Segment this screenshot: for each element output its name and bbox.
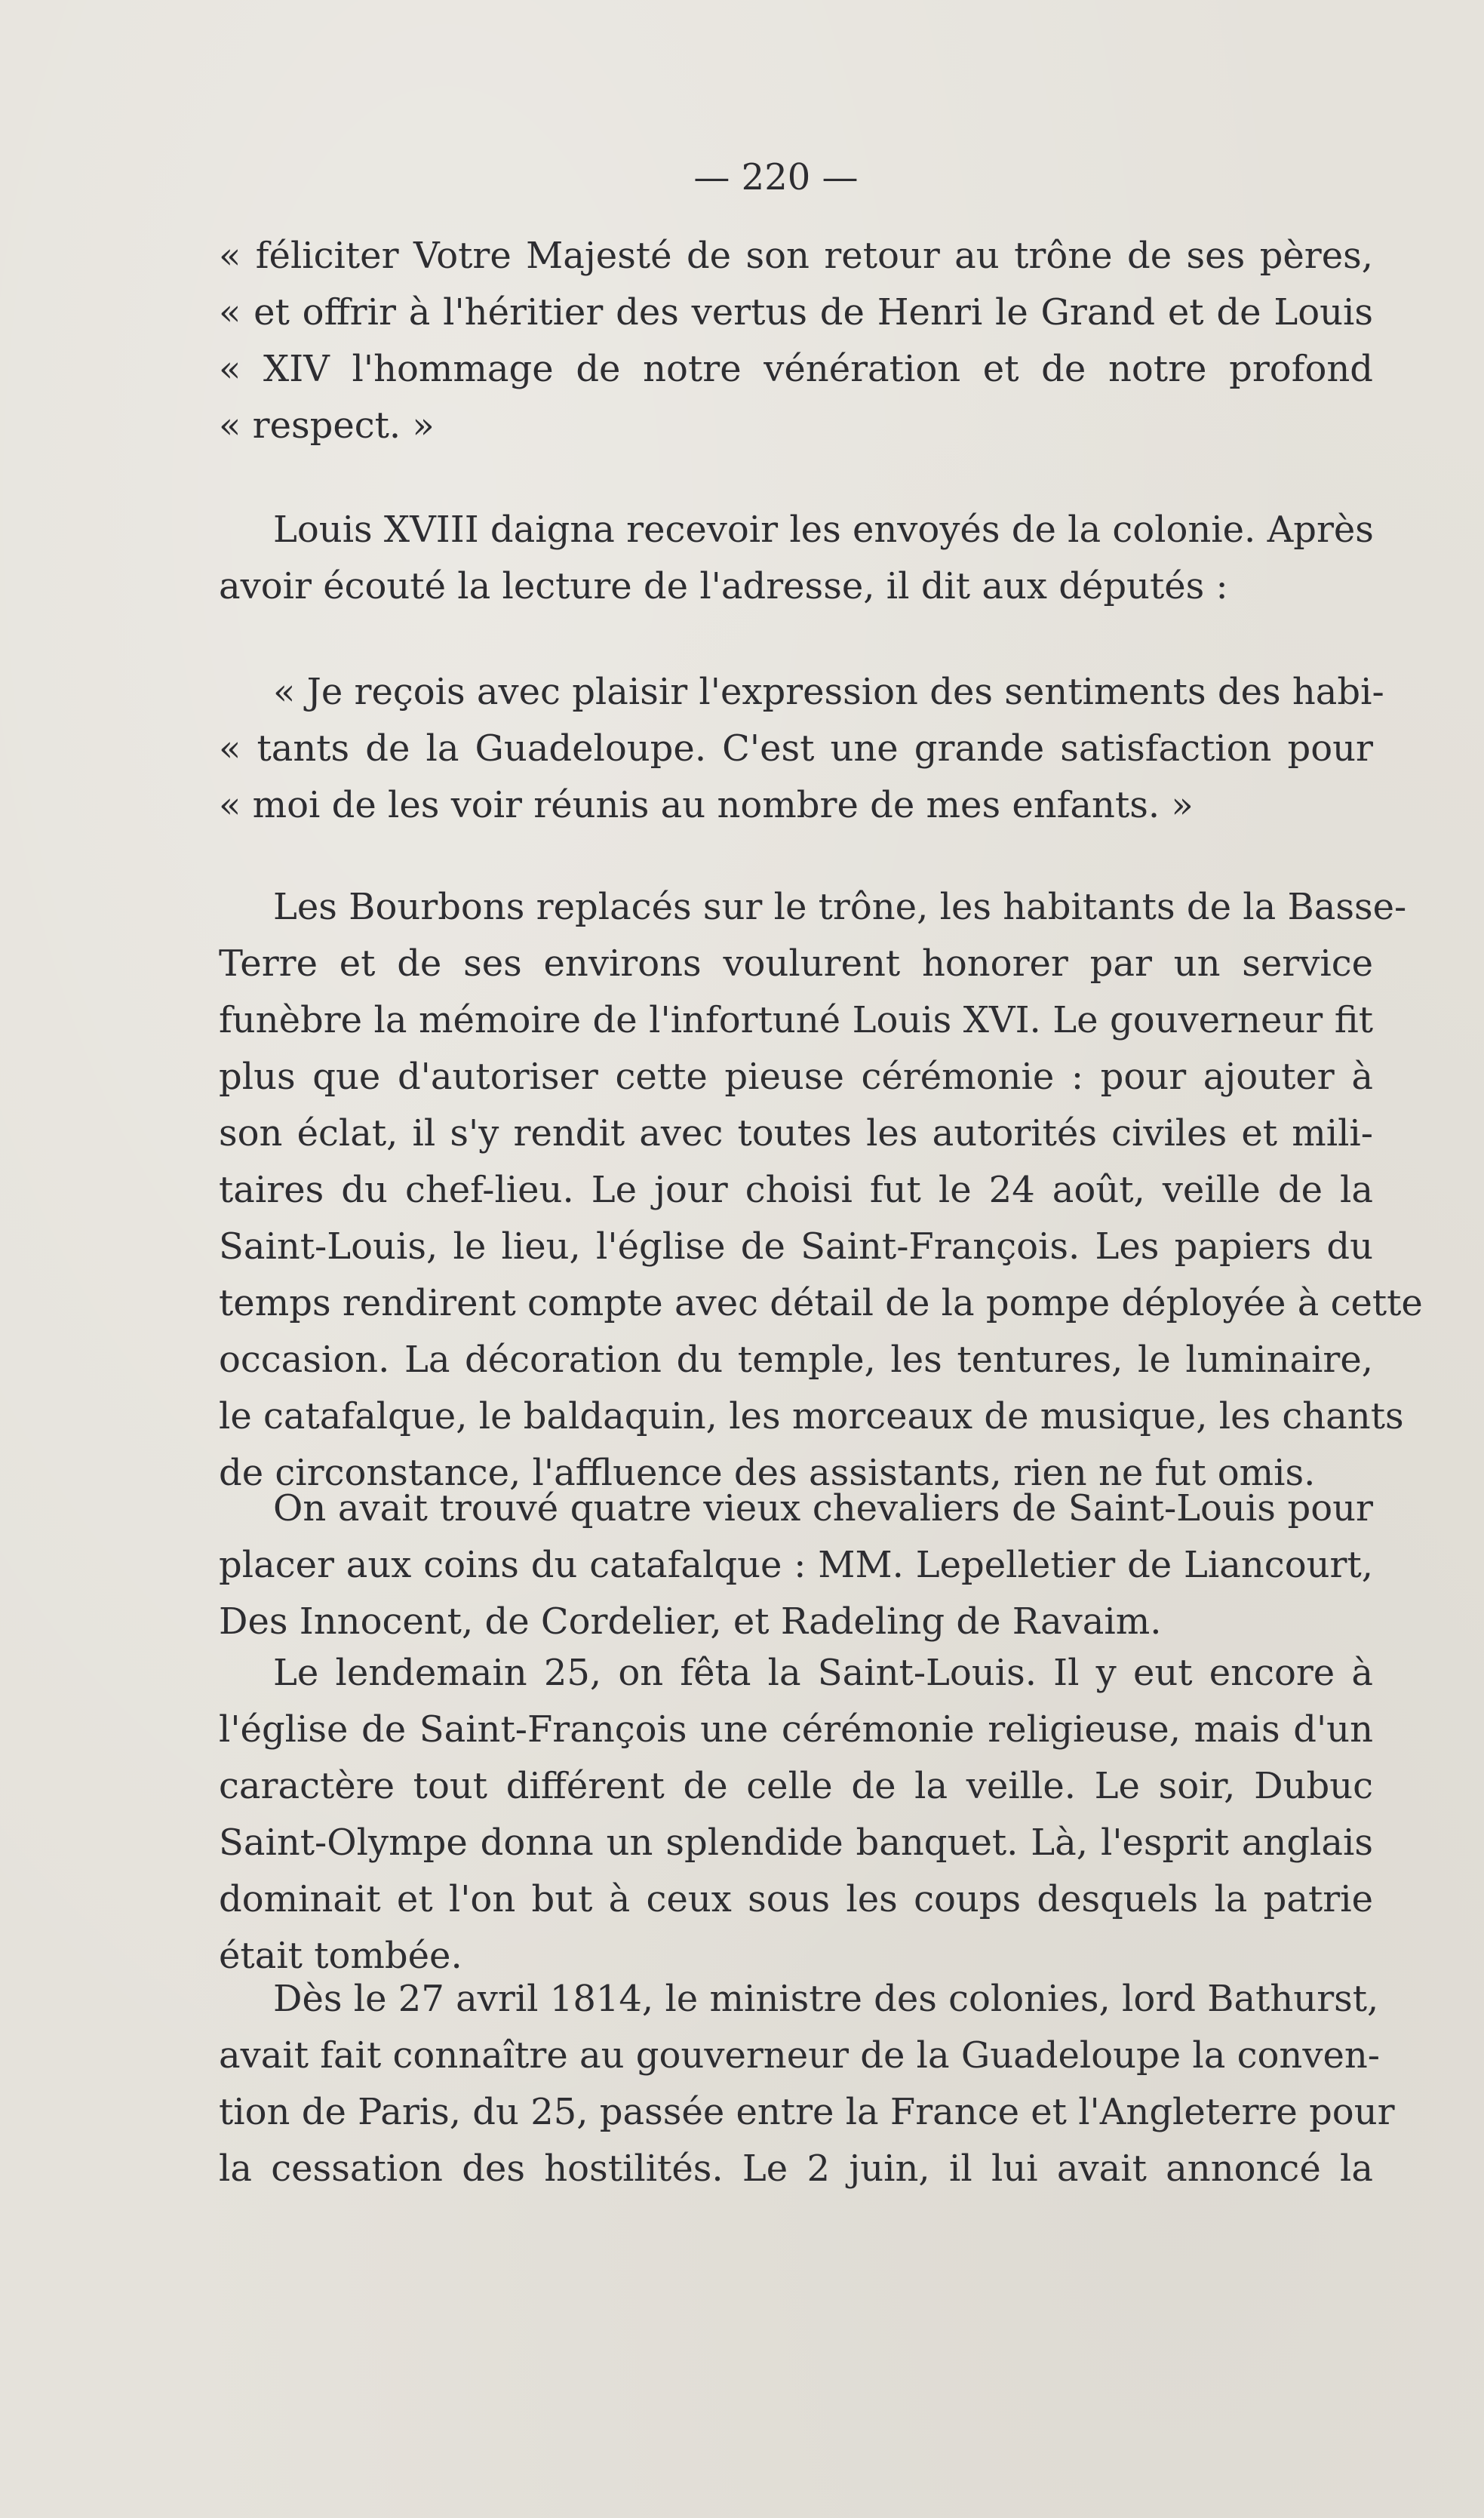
paragraph-line: son éclat, il s'y rendit avec toutes les autorités civiles et mili- (219, 1112, 1373, 1154)
paragraph-line: taires du chef-lieu. Le jour choisi fut le 24 août, veille de la (219, 1169, 1373, 1211)
paragraph-line: occasion. La décoration du temple, les tentures, le luminaire, (219, 1339, 1373, 1381)
paragraph-line: Louis XVIII daigna recevoir les envoyés de la colonie. Après (273, 509, 1374, 551)
paragraph-line: était tombée. (219, 1935, 462, 1977)
paragraph-3 (219, 1480, 1373, 1650)
paragraph-line: le catafalque, le baldaquin, les morceaux de musique, les chants (219, 1395, 1404, 1437)
paragraph-line: l'église de Saint-François une cérémonie religieuse, mais d'un (219, 1708, 1373, 1751)
quote-block-1 (219, 228, 1373, 454)
quote-line: « Je reçois avec plaisir l'expression des sentiments des habi- (273, 671, 1384, 713)
paragraph-line: Les Bourbons replacés sur le trône, les habitants de la Basse- (273, 886, 1407, 928)
paragraph-line: On avait trouvé quatre vieux chevaliers de Saint-Louis pour (273, 1487, 1373, 1530)
paragraph-line: placer aux coins du catafalque : MM. Lepelletier de Liancourt, (219, 1544, 1373, 1586)
paragraph-line: avoir écouté la lecture de l'adresse, il dit aux députés : (219, 565, 1228, 607)
quote-line: « et offrir à l'héritier des vertus de Henri le Grand et de Louis (219, 291, 1373, 334)
quote-line: « respect. » (219, 404, 435, 447)
quote-line: « moi de les voir réunis au nombre de mes enfants. » (219, 784, 1194, 826)
paragraph-line: temps rendirent compte avec détail de la pompe déployée à cette (219, 1282, 1423, 1324)
paragraph-line: Saint-Louis, le lieu, l'église de Saint-François. Les papiers du (219, 1225, 1373, 1268)
paragraph-1 (219, 502, 1373, 615)
paragraph-line: Des Innocent, de Cordelier, et Radeling de Ravaim. (219, 1600, 1162, 1643)
paragraph-2 (219, 879, 1423, 1502)
paragraph-4 (219, 1645, 1373, 1985)
page-number: — 220 — (693, 156, 859, 198)
paragraph-line: Terre et de ses environs voulurent honorer par un service (219, 942, 1373, 985)
paragraph-line: Le lendemain 25, on fêta la Saint-Louis. Il y eut encore à (273, 1652, 1373, 1694)
paragraph-line: Saint-Olympe donna un splendide banquet. Là, l'esprit anglais (219, 1822, 1373, 1864)
paragraph-line: avait fait connaître au gouverneur de la Guadeloupe la conven- (219, 2034, 1380, 2077)
paragraph-line: caractère tout différent de celle de la veille. Le soir, Dubuc (219, 1765, 1373, 1807)
quote-line: « féliciter Votre Majesté de son retour au trône de ses pères, (219, 235, 1373, 277)
paragraph-line: dominait et l'on but à ceux sous les coups desquels la patrie (219, 1878, 1373, 1920)
paragraph-line: funèbre la mémoire de l'infortuné Louis XVI. Le gouverneur fit (219, 999, 1373, 1041)
quote-line: « XIV l'hommage de notre vénération et de notre profond (219, 348, 1373, 390)
paragraph-line: plus que d'autoriser cette pieuse cérémonie : pour ajouter à (219, 1056, 1373, 1098)
quote-block-2 (219, 664, 1384, 834)
paragraph-line: tion de Paris, du 25, passée entre la France et l'Angleterre pour (219, 2091, 1395, 2133)
paragraph-line: la cessation des hostilités. Le 2 juin, il lui avait annoncé la (219, 2148, 1373, 2190)
quote-line: « tants de la Guadeloupe. C'est une grande satisfaction pour (219, 727, 1373, 770)
paragraph-line: Dès le 27 avril 1814, le ministre des colonies, lord Bathurst, (273, 1978, 1379, 2020)
paragraph-line: de circonstance, l'affluence des assistants, rien ne fut omis. (219, 1452, 1316, 1494)
paragraph-5 (219, 1971, 1395, 2197)
